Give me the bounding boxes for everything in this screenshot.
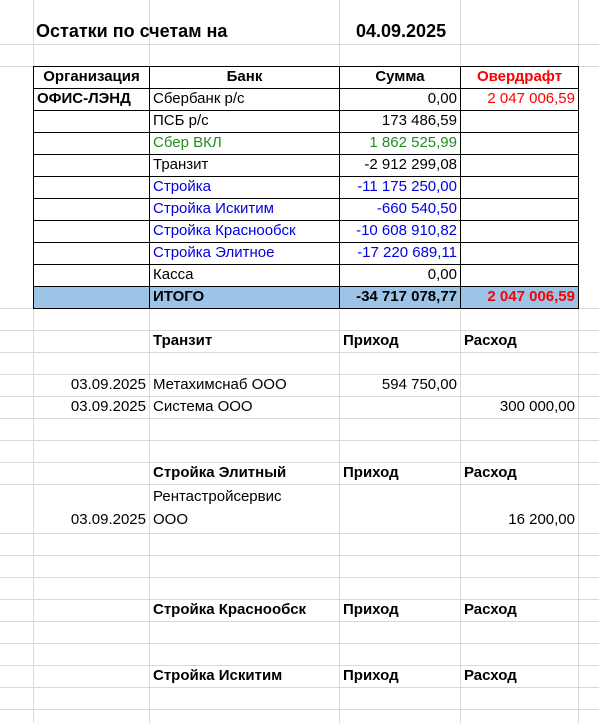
total-sum[interactable]: -34 717 078,77 xyxy=(356,288,457,305)
bank-name[interactable]: Транзит xyxy=(153,156,209,173)
grid-line xyxy=(0,555,599,556)
grid-line xyxy=(0,621,599,622)
counterparty-name[interactable]: Система ООО xyxy=(153,398,253,415)
bank-name[interactable]: Стройка Элитное xyxy=(153,244,275,261)
header-overdraft[interactable]: Овердрафт xyxy=(476,68,563,85)
income-header[interactable]: Приход xyxy=(343,332,399,349)
grid-line xyxy=(0,352,599,353)
grid-line xyxy=(0,418,599,419)
income-header[interactable]: Приход xyxy=(343,601,399,618)
grid-line xyxy=(0,643,599,644)
expense-amount[interactable]: 300 000,00 xyxy=(499,398,575,415)
grid-line xyxy=(0,440,599,441)
grid-line xyxy=(0,533,599,534)
bank-name[interactable]: Стройка xyxy=(153,178,212,195)
expense-header[interactable]: Расход xyxy=(464,667,517,684)
grid-line xyxy=(0,709,599,710)
report-date[interactable]: 04.09.2025 xyxy=(356,21,447,41)
balance-sum[interactable]: -660 540,50 xyxy=(376,200,457,217)
income-header[interactable]: Приход xyxy=(343,667,399,684)
total-overdraft[interactable]: 2 047 006,59 xyxy=(487,288,575,305)
balance-sum[interactable]: 1 862 525,99 xyxy=(369,134,457,151)
expense-amount[interactable]: 16 200,00 xyxy=(508,511,575,528)
balance-sum[interactable]: 173 486,59 xyxy=(381,112,457,129)
bank-name[interactable]: Стройка Краснообск xyxy=(153,222,296,239)
balance-sum[interactable]: -2 912 299,08 xyxy=(364,156,457,173)
table-border xyxy=(33,308,578,309)
section-title-iskitim[interactable]: Стройка Искитим xyxy=(153,667,283,684)
bank-name[interactable]: Сбербанк р/с xyxy=(153,90,245,107)
transaction-date[interactable]: 03.09.2025 xyxy=(70,376,146,393)
header-sum[interactable]: Сумма xyxy=(375,68,425,85)
section-title-transit[interactable]: Транзит xyxy=(153,332,213,349)
bank-name[interactable]: Стройка Искитим xyxy=(153,200,274,217)
bank-name[interactable]: ПСБ р/с xyxy=(153,112,209,129)
counterparty-name-line2[interactable]: ООО xyxy=(153,511,189,528)
bank-name[interactable]: Касса xyxy=(153,266,194,283)
org-name[interactable]: ОФИС-ЛЭНД xyxy=(37,90,131,107)
section-title-elitny[interactable]: Стройка Элитный xyxy=(153,464,287,481)
income-header[interactable]: Приход xyxy=(343,464,399,481)
transaction-date[interactable]: 03.09.2025 xyxy=(70,511,146,528)
bank-name[interactable]: Сбер ВКЛ xyxy=(153,134,222,151)
expense-header[interactable]: Расход xyxy=(464,601,517,618)
header-bank[interactable]: Банк xyxy=(226,68,263,85)
balance-sum[interactable]: -17 220 689,11 xyxy=(357,244,457,261)
balance-sum[interactable]: -10 608 910,82 xyxy=(356,222,457,239)
table-border xyxy=(578,66,579,309)
balance-sum[interactable]: 0,00 xyxy=(427,90,457,107)
counterparty-name[interactable]: Метахимснаб ООО xyxy=(153,376,287,393)
grid-line xyxy=(0,44,599,45)
expense-header[interactable]: Расход xyxy=(464,332,517,349)
overdraft-value[interactable]: 2 047 006,59 xyxy=(487,90,575,107)
total-label[interactable]: ИТОГО xyxy=(153,288,205,305)
expense-header[interactable]: Расход xyxy=(464,464,517,481)
transaction-date[interactable]: 03.09.2025 xyxy=(70,398,146,415)
income-amount[interactable]: 594 750,00 xyxy=(381,376,457,393)
grid-line xyxy=(0,484,599,485)
section-title-krasnoobsk[interactable]: Стройка Краснообск xyxy=(153,601,307,618)
grid-line xyxy=(0,687,599,688)
report-title[interactable]: Остатки по счетам на xyxy=(36,21,228,41)
counterparty-name-line1[interactable]: Рентастройсервис xyxy=(153,488,282,505)
balance-sum[interactable]: -11 175 250,00 xyxy=(357,178,457,195)
grid-line xyxy=(0,577,599,578)
balance-sum[interactable]: 0,00 xyxy=(427,266,457,283)
header-org[interactable]: Организация xyxy=(43,68,140,85)
